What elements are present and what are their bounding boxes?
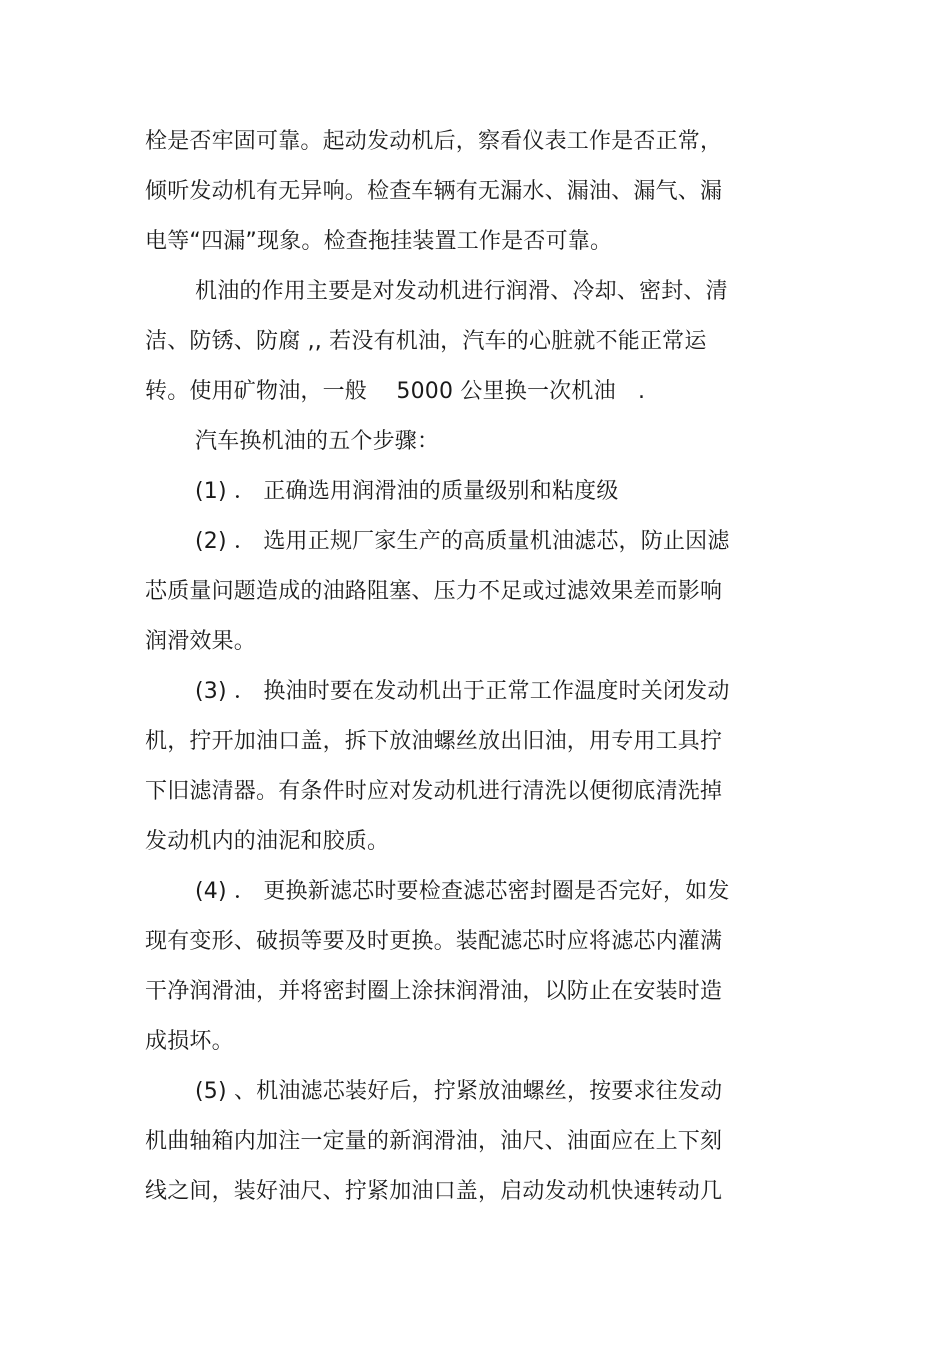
text-line: 转。使用矿物油，一般 5000 公里换一次机油 . <box>145 379 646 404</box>
text-line: 现有变形、破损等要及时更换。装配滤芯时应将滤芯内灌满 <box>145 929 723 954</box>
text-line: 芯质量问题造成的油路阻塞、压力不足或过滤效果差而影响 <box>145 579 723 604</box>
text-line: 润滑效果。 <box>145 629 257 654</box>
section-heading: 汽车换机油的五个步骤： <box>195 429 440 454</box>
step-1-line: (1) ． 正确选用润滑油的质量级别和粘度级 <box>195 479 619 504</box>
text-line: 下旧滤清器。有条件时应对发动机进行清洗以便彻底清洗掉 <box>145 779 723 804</box>
step-3-line: (3) ． 换油时要在发动机出于正常工作温度时关闭发动 <box>195 679 730 704</box>
text-line: 机，拧开加油口盖，拆下放油螺丝放出旧油，用专用工具拧 <box>145 729 723 754</box>
text-line: 线之间，装好油尺、拧紧加油口盖，启动发动机快速转动几 <box>145 1179 723 1204</box>
text-line: 发动机内的油泥和胶质。 <box>145 829 390 854</box>
step-4-line: (4) ． 更换新滤芯时要检查滤芯密封圈是否完好，如发 <box>195 879 730 904</box>
paragraph-start-line: 机油的作用主要是对发动机进行润滑、冷却、密封、清 <box>195 279 728 304</box>
text-line: 机曲轴箱内加注一定量的新润滑油，油尺、油面应在上下刻 <box>145 1129 723 1154</box>
text-line: 栓是否牢固可靠。起动发动机后，察看仪表工作是否正常， <box>145 129 723 154</box>
text-line: 成损坏。 <box>145 1029 234 1054</box>
text-line: 干净润滑油，并将密封圈上涂抹润滑油，以防止在安装时造 <box>145 979 723 1004</box>
text-line: 倾听发动机有无异响。检查车辆有无漏水、漏油、漏气、漏 <box>145 179 723 204</box>
step-5-line: (5) 、机油滤芯装好后，拧紧放油螺丝，按要求往发动 <box>195 1079 723 1104</box>
text-line: 洁、防锈、防腐 ,, 若没有机油，汽车的心脏就不能正常运 <box>145 329 707 354</box>
text-line: 电等“四漏”现象。检查拖挂装置工作是否可靠。 <box>145 229 613 254</box>
step-2-line: (2) ． 选用正规厂家生产的高质量机油滤芯，防止因滤 <box>195 529 730 554</box>
